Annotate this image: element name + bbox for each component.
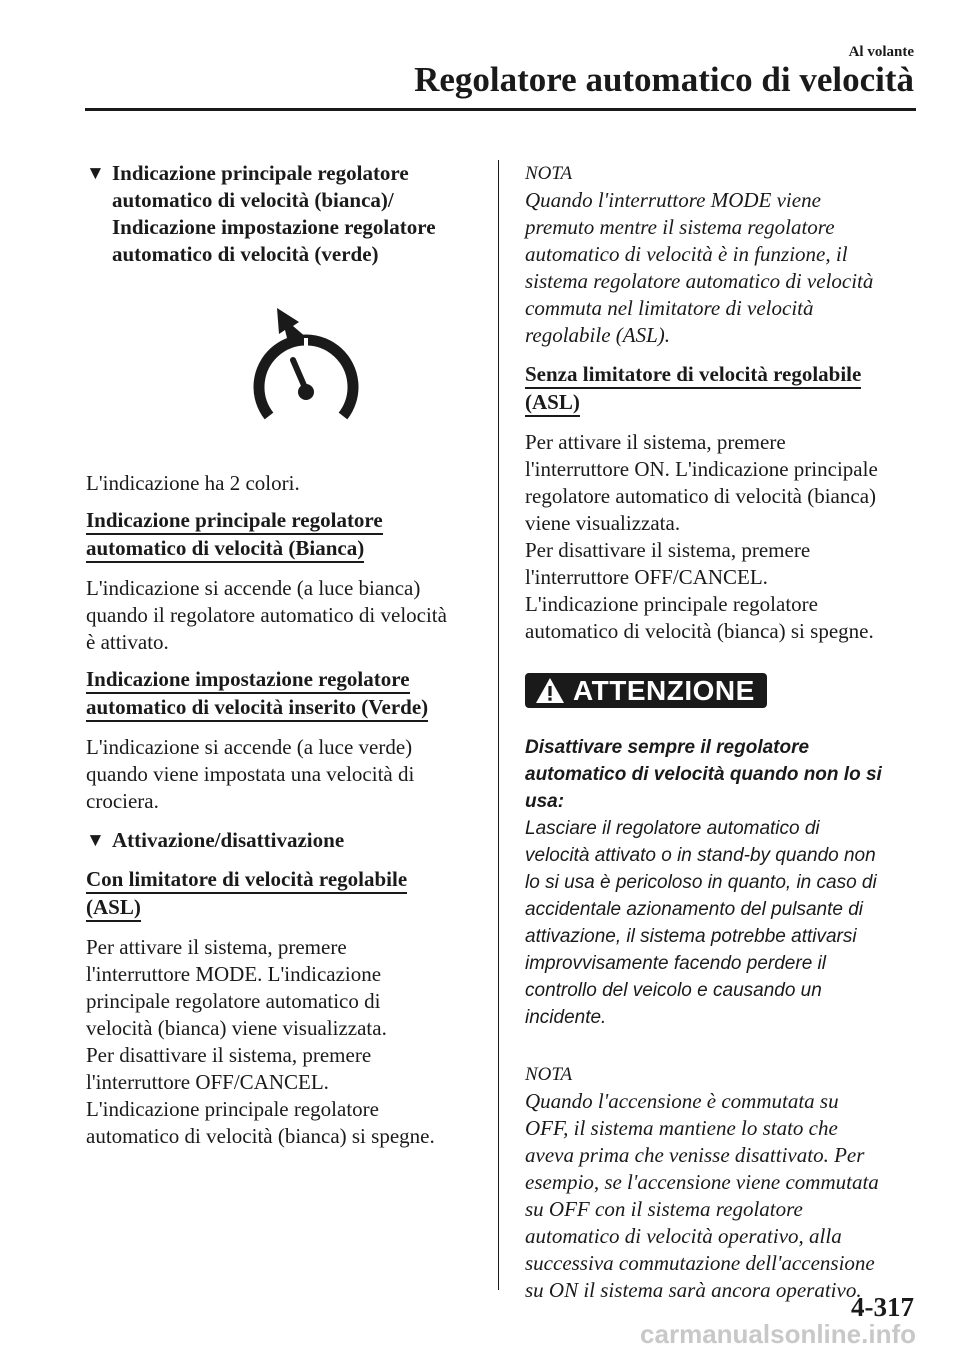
cruise-control-speedometer-icon <box>126 308 481 430</box>
note-label: NOTA <box>525 1064 573 1085</box>
warning-body: Lasciare il regolatore automatico di velocità attivato o in stand-by quando non lo si usa è pericoloso in quanto, in caso di accidentale azionamento del pulsante di attivazione, il sistema potrebbe attivarsi improvvisamente facendo perdere il controllo del veicolo e causando un incidente. <box>525 818 877 1028</box>
triangle-down-icon: ▼ <box>86 163 105 184</box>
note-text: Quando l'interruttore MODE viene premuto mentre il sistema regolatore automatico di velocità è in funzione, il sistema regolatore automatico di velocità commuta nel limitatore di velocità regolabile (ASL). <box>525 188 874 347</box>
warning-triangle-icon <box>535 677 565 704</box>
watermark: carmanualsonline.info <box>640 1319 916 1349</box>
subheading-line: Indicazione principale regolatore <box>86 508 383 535</box>
heading-line: Indicazione impostazione regolatore <box>112 215 436 239</box>
section-heading-indicators <box>86 160 481 268</box>
header-divider <box>85 108 916 111</box>
warning-badge <box>525 673 767 708</box>
left-column <box>86 160 481 1160</box>
subheading-line: Con limitatore di velocità regolabile <box>86 867 407 894</box>
subheading-set-green <box>86 666 481 722</box>
subheading-line: automatico di velocità (Bianca) <box>86 536 364 563</box>
heading-line: automatico di velocità (bianca)/ <box>112 188 394 212</box>
paragraph-green: L'indicazione si accende (a luce verde) quando viene impostata una velocità di crociera. <box>86 735 415 813</box>
paragraph-with-asl: Per attivare il sistema, premere l'interruttore MODE. L'indicazione principale regolatore automatico di velocità (bianca) viene visualizzata. Per disattivare il sistema, premere l'interruttore OFF/CANCEL. L'indicazione principale regolatore automatico di velocità (bianca) si spegne. <box>86 935 435 1148</box>
section-heading-activation <box>86 827 481 854</box>
page-title: Regolatore automatico di velocità <box>414 60 914 99</box>
triangle-down-icon: ▼ <box>86 830 105 851</box>
subheading-line: Senza limitatore di velocità regolabile <box>525 362 861 389</box>
subheading-line: automatico di velocità inserito (Verde) <box>86 695 428 722</box>
warning-title: Disattivare sempre il regolatore automatico di velocità quando non lo si usa: <box>525 737 882 812</box>
note-text: Quando l'accensione è commutata su OFF, il sistema mantiene lo stato che aveva prima che venisse disattivato. Per esempio, se l'accensione viene commutata su OFF con il sistema regolatore automatico di velocità operativo, alla successiva commutazione dell'accensione su ON il sistema sarà ancora operativo. <box>525 1089 879 1302</box>
page-number: 4-317 <box>851 1292 914 1322</box>
heading-line: Indicazione principale regolatore <box>112 161 409 185</box>
paragraph-without-asl: Per attivare il sistema, premere l'interruttore ON. L'indicazione principale regolatore automatico di velocità (bianca) viene visualizzata. Per disattivare il sistema, premere l'interruttore OFF/CANCEL. L'indicazione principale regolatore automatico di velocità (bianca) si spegne. <box>525 430 878 643</box>
subheading-line: (ASL) <box>86 895 141 922</box>
note-label: NOTA <box>525 163 573 184</box>
colors-text: L'indicazione ha 2 colori. <box>86 471 300 495</box>
subheading-line: Indicazione impostazione regolatore <box>86 667 410 694</box>
subheading-line: (ASL) <box>525 390 580 417</box>
paragraph-white: L'indicazione si accende (a luce bianca) quando il regolatore automatico di velocità è attivato. <box>86 576 447 654</box>
section-label: Al volante <box>848 44 914 60</box>
warning-label: ATTENZIONE <box>573 675 755 706</box>
right-column <box>525 160 917 1304</box>
subheading-with-asl <box>86 866 481 922</box>
heading-line: Attivazione/disattivazione <box>112 828 345 852</box>
subheading-main-white <box>86 507 481 563</box>
heading-line: automatico di velocità (verde) <box>112 242 379 266</box>
subheading-without-asl <box>525 361 917 417</box>
column-divider <box>498 160 499 1290</box>
